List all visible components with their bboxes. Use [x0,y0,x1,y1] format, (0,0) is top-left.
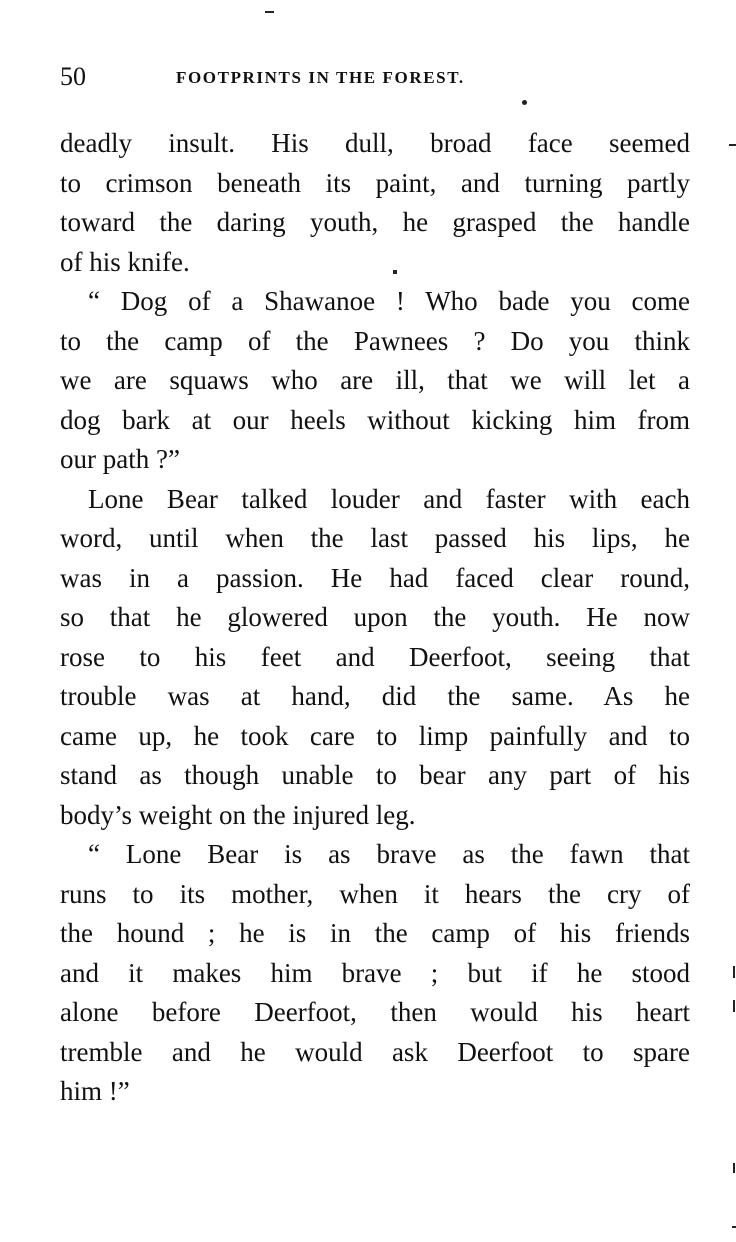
text-line: we are squaws who are ill, that we will let a [60,365,690,395]
text-line: “ Lone Bear is as brave as the fawn that [88,839,690,869]
print-mark [265,11,274,13]
text-line: the hound ; he is in the camp of his friends [60,918,690,948]
running-title: FOOTPRINTS IN THE FOREST. [176,68,465,87]
text-line: stand as though unable to bear any part of his [60,760,690,790]
print-mark [733,1000,735,1012]
text-line: “ Dog of a Shawanoe ! Who bade you come [88,286,690,316]
running-head [60,62,700,92]
text-line: rose to his feet and Deerfoot, seeing that [60,641,690,672]
print-mark [732,1226,736,1228]
text-line: body’s weight on the injured leg. [60,799,416,830]
text-line: our path ?” [60,444,180,474]
text-line: toward the daring youth, he grasped the handle [60,207,690,237]
page-number: 50 [60,62,86,91]
text-line: word, until when the last passed his lips, he [60,523,690,553]
print-mark [733,1163,735,1173]
text-line: deadly insult. His dull, broad face seemed [60,128,690,158]
text-line: runs to its mother, when it hears the cry of [60,878,690,909]
text-line: of his knife. [60,246,190,277]
print-mark [733,966,735,978]
text-line: him !” [60,1076,130,1106]
text-line: so that he glowered upon the youth. He now [60,602,690,632]
text-line: and it makes him brave ; but if he stood [60,957,690,988]
text-line: to crimson beneath its paint, and turning partly [60,167,690,198]
text-line: Lone Bear talked louder and faster with each [88,483,690,514]
text-line: alone before Deerfoot, then would his heart [60,997,690,1027]
print-mark [522,100,527,105]
text-line: came up, he took care to limp painfully and to [60,720,690,751]
text-line: to the camp of the Pawnees ? Do you think [60,325,690,356]
print-mark [729,144,736,146]
text-line: tremble and he would ask Deerfoot to spare [60,1036,690,1067]
text-line: dog bark at our heels without kicking him from [60,404,690,435]
text-line: was in a passion. He had faced clear round, [60,562,690,593]
body-text [60,124,690,1112]
text-line: trouble was at hand, did the same. As he [60,681,690,711]
